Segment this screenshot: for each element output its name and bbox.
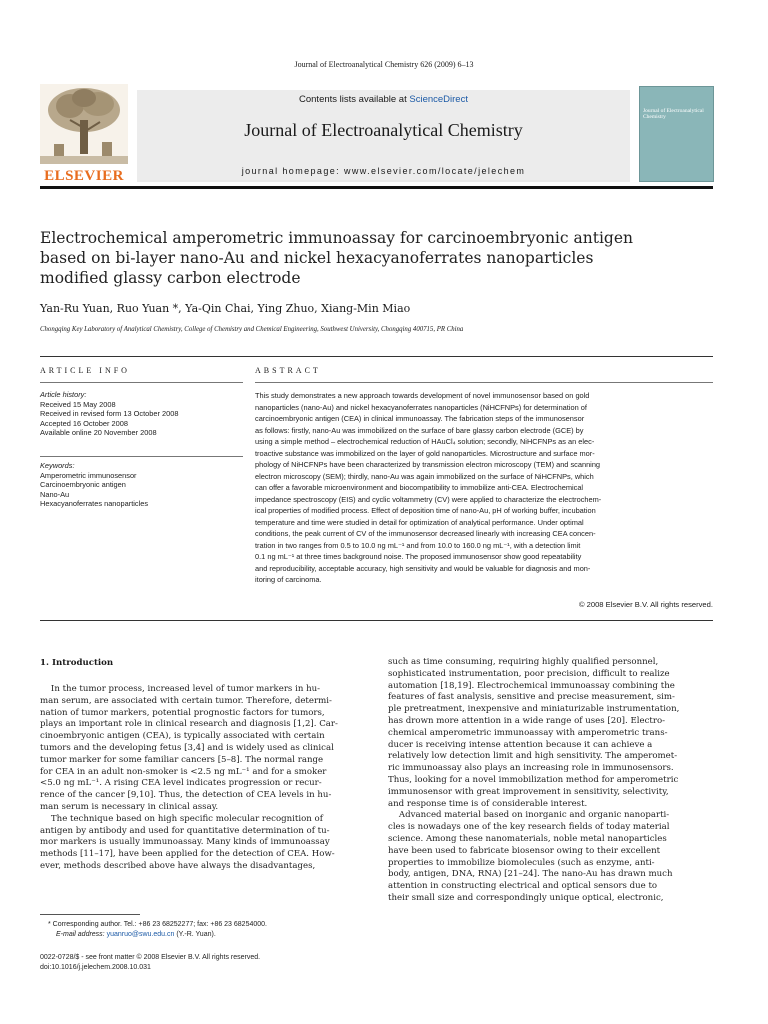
abstract-line: impedance spectroscopy (EIS) and cyclic voltammetry (CV) were applied to characterize the electrochem- [255, 494, 602, 504]
abstract-line: conditions, the peak current of CV of the immunosensor decreased linearly with increasing CEA concen- [255, 529, 596, 538]
body-line: tumor marker for some familiar cancers [5–8]. The normal range [40, 754, 324, 765]
intro-left-column [40, 684, 370, 873]
body-line: methods [11–17], have been applied for the detection of CEA. How- [40, 849, 335, 860]
title-line: Electrochemical amperometric immunoassay for carcinoembryonic antigen [40, 229, 633, 247]
email-suffix: (Y.-R. Yuan). [174, 931, 216, 938]
article-title [40, 228, 713, 288]
abstract-line: carcinoembryonic antigen (CEA) in clinical immunoassay. The fabrication steps of the immunosensor [255, 414, 585, 423]
title-line: based on bi-layer nano-Au and nickel hexacyanoferrates nanoparticles [40, 249, 594, 267]
contents-prefix: Contents lists available at [299, 94, 410, 105]
body-line: Thus, looking for a novel immobilization method for amperometric [388, 774, 679, 785]
body-line: The technique based on high specific molecular recognition of [40, 813, 323, 824]
abstract-text [255, 390, 713, 586]
body-line: attention in constructing electrical and optical sensors due to [388, 881, 658, 892]
keywords-heading: Keywords: [40, 461, 75, 470]
abstract-line: as follows: firstly, nano-Au was immobilized on the surface of bare glassy carbon electrode (GCE) by [255, 425, 584, 435]
affiliation: Chongqing Key Laboratory of Analytical Chemistry, College of Chemistry and Chemical Engineering, Southwest University, Chongqing 400715, PR China [40, 326, 464, 333]
keyword-item: Amperometric immunosensor [40, 470, 137, 480]
abstract-line: temperature and time were studied in detail for optimization of analytical performance. Under optimal [255, 517, 584, 527]
body-line: mor markers is usually immunoassay. Many kinds of immunoassay [40, 837, 330, 848]
body-line: has drown more attention in a wide range of uses [20]. Electro- [388, 715, 666, 726]
abstract-heading: ABSTRACT [255, 366, 321, 375]
journal-homepage[interactable]: journal homepage: www.elsevier.com/locate/jelechem [241, 166, 526, 176]
keyword-item: Nano-Au [40, 489, 70, 499]
body-line: Advanced material based on inorganic and organic nanoparti- [388, 810, 670, 821]
abstract-line: 0.1 ng mL⁻¹ at three times background noise. The proposed immunosensor show good repeatability [255, 552, 582, 561]
body-line: sophisticated instrumentation, poor precision, difficult to realize [388, 668, 670, 679]
intro-right-column [388, 657, 714, 905]
article-info-heading: ARTICLE INFO [40, 366, 130, 375]
sciencedirect-link[interactable]: ScienceDirect [409, 94, 468, 105]
body-line: their small size and correspondingly unique optical, electronic, [388, 892, 664, 903]
journal-title: Journal of Electroanalytical Chemistry [244, 120, 523, 140]
body-line: features of fast analysis, sensitive and precise measurement, sim- [388, 692, 675, 703]
publisher-name: ELSEVIER [44, 168, 124, 184]
body-line: plays an important role in clinical research and diagnosis [1,2]. Car- [40, 719, 338, 730]
abstract-rule [255, 382, 713, 383]
body-line: ever, methods described above have always the disadvantages, [40, 860, 316, 871]
email-link[interactable]: yuanruo@swu.edu.cn [106, 931, 175, 938]
abstract-line: troactive substance was immobilized on the layer of gold nanoparticles. Microstructure and surface mor- [255, 448, 595, 458]
body-line: man serum is necessary in clinical assay. [40, 801, 219, 812]
email-line [48, 930, 378, 940]
history-item: Received 15 May 2008 [40, 399, 116, 409]
header-rule [40, 186, 713, 189]
body-line: relatively low detection limit and high sensitivity. The amperomet- [388, 751, 678, 762]
introduction-heading: 1. Introduction [40, 658, 114, 668]
body-line: cles is nowadays one of the key research fields of today material [388, 822, 670, 833]
email-label: E-mail address: [56, 931, 107, 938]
keywords-block [40, 461, 243, 509]
history-item: Received in revised form 13 October 2008 [40, 409, 179, 419]
front-matter [40, 953, 370, 973]
body-line: properties to immobilize biomolecules (such as enzyme, anti- [388, 857, 655, 868]
body-line: In the tumor process, increased level of tumor markers in hu- [40, 684, 321, 694]
history-heading: Article history: [40, 390, 87, 399]
history-item: Accepted 16 October 2008 [40, 418, 128, 428]
body-line: chemical amperometric immunoassay with amperometric trans- [388, 727, 668, 738]
doi-line[interactable]: doi:10.1016/j.jelechem.2008.10.031 [40, 964, 151, 971]
footnote-rule [40, 914, 140, 915]
body-line: antigen by antibody and used for quantitative determination of tu- [40, 825, 330, 836]
body-line: <5.0 ng mL⁻¹. A rising CEA level indicates progression or recur- [40, 778, 322, 789]
keyword-item: Hexacyanoferrates nanoparticles [40, 499, 149, 509]
body-line: immunosensor with great improvement in sensitivity, selectivity, [388, 786, 669, 797]
abstract-line: can offer a favorable microenvironment and biocompatibility to immobilize anti-CEA. Electrochemical [255, 483, 584, 492]
body-line: science. Among these nanomaterials, noble metal nanoparticles [388, 833, 667, 844]
abstract-line: and reproducibility, acceptable accuracy, high sensitivity and would be valuable for diagnosis and mon- [255, 563, 591, 573]
abstract-line: electron microscopy (SEM); thirdly, nano-Au was again immobilized on the surface of NiHCFNPs, which [255, 471, 594, 481]
abstract-line: itoring of carcinoma. [255, 575, 322, 584]
body-line: rence of the cancer [9,10]. Thus, the detection of CEA levels in hu- [40, 790, 332, 801]
journal-cover-image [639, 86, 714, 182]
section-rule [40, 356, 713, 357]
body-line: ducer is receiving intense attention because it can achieve a [388, 739, 653, 750]
contents-line [137, 94, 630, 105]
body-line: nation of tumor markers, potential prognostic factors for tumors, [40, 707, 325, 718]
body-line: man serum, are associated with certain tumor. Therefore, determi- [40, 695, 332, 706]
body-line: such as time consuming, requiring highly qualified personnel, [388, 657, 659, 667]
abstract-line: ical properties of modified process. Effect of deposition time of nano-Au, pH of working buffer, incubation [255, 506, 596, 515]
author-list: Yan-Ru Yuan, Ruo Yuan *, Ya-Qin Chai, Ying Zhuo, Xiang-Min Miao [40, 302, 411, 315]
body-line: body, antigen, DNA, RNA) [21–24]. The nano-Au has drawn much [388, 869, 673, 880]
article-info-rule [40, 382, 243, 383]
abstract-line: using a simple method – electrochemical reduction of HAuCl₄ solution; secondly, NiHCFNPs as an elec- [255, 437, 595, 446]
keywords-rule [40, 456, 243, 457]
body-line: ric immunoassay also plays an increasing role in immunosensors. [388, 763, 674, 774]
abstract-line: phology of NiHCFNPs have been characterized by transmission electron microscopy (TEM) and scanning [255, 460, 601, 469]
abstract-line: This study demonstrates a new approach towards development of novel immunosensor based on gold [255, 391, 590, 400]
abstract-line: tration in two ranges from 0.5 to 10.0 ng mL⁻¹ and from 10.0 to 160.0 ng mL⁻¹, with a detection limit [255, 540, 581, 550]
article-history [40, 390, 243, 438]
body-line: and response time is of considerable interest. [388, 798, 588, 809]
body-line: have been used to fabricate biosensor owing to their excellent [388, 845, 661, 856]
section-rule-bottom [40, 620, 713, 621]
body-line: tumors and the developing fetus [3,4] and is widely used as clinical [40, 742, 334, 753]
corresponding-footnote [48, 920, 378, 940]
corresponding-author: * Corresponding author. Tel.: +86 23 68252277; fax: +86 23 68254000. [48, 921, 267, 928]
body-line: ple pretreatment, inexpensive and miniaturizable instrumentation, [388, 704, 680, 715]
abstract-copyright: © 2008 Elsevier B.V. All rights reserved. [578, 600, 713, 609]
body-line: automation [18,19]. Electrochemical immunoassay combining the [388, 680, 675, 691]
body-line: for CEA in an adult non-smoker is <2.5 ng mL⁻¹ and for a smoker [40, 766, 327, 777]
keyword-item: Carcinoembryonic antigen [40, 480, 126, 490]
journal-reference: Journal of Electroanalytical Chemistry 626 (2009) 6–13 [294, 60, 474, 69]
cover-title: Journal of Electroanalytical Chemistry [643, 108, 704, 120]
body-line: cinoembryonic antigen (CEA), is typically associated with certain [40, 731, 325, 742]
abstract-line: nanoparticles (nano-Au) and nickel hexacyanoferrates nanoparticles (NiHCFNPs) for determination of [255, 402, 587, 412]
title-line: modified glassy carbon electrode [40, 269, 301, 287]
front-matter-line: 0022-0728/$ - see front matter © 2008 Elsevier B.V. All rights reserved. [40, 954, 261, 961]
history-item: Available online 20 November 2008 [40, 428, 157, 438]
elsevier-tree-icon [40, 84, 128, 164]
